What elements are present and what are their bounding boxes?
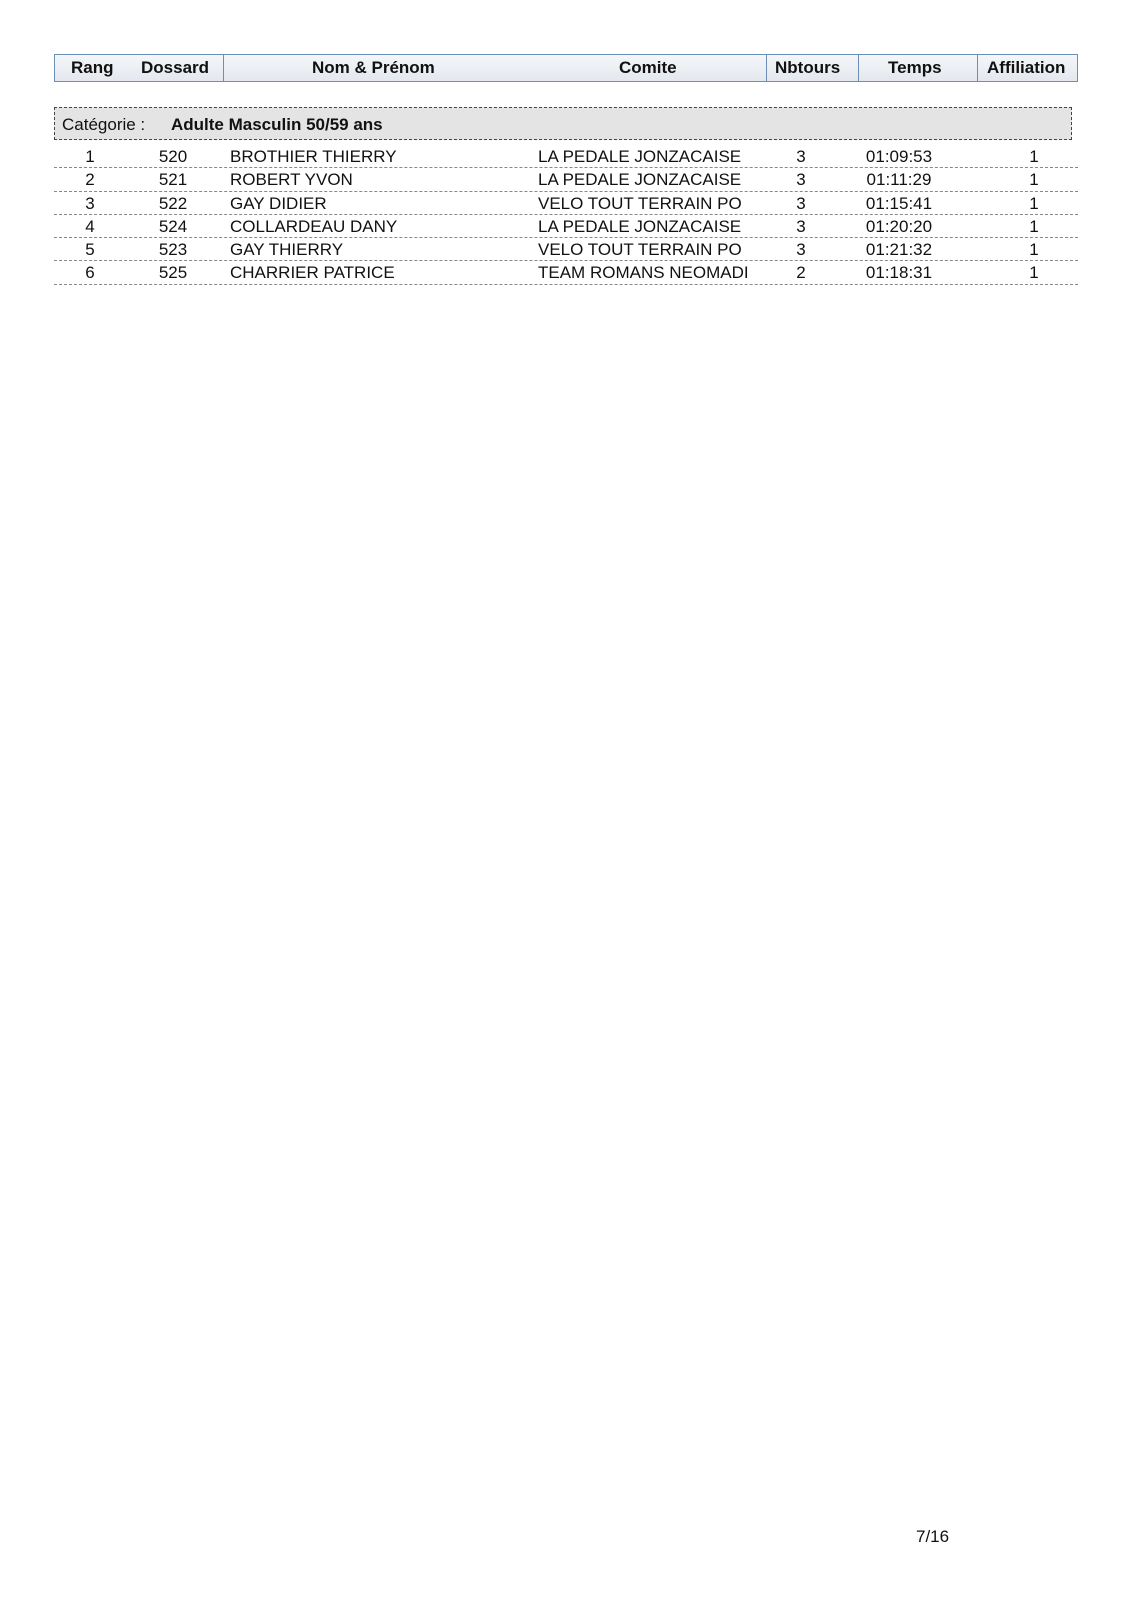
cell-affiliation: 1: [1029, 193, 1039, 213]
cell-nom: ROBERT YVON: [230, 170, 353, 190]
cell-nbtours: 2: [796, 263, 806, 283]
cell-dossard: 522: [158, 193, 188, 213]
cell-dossard: 524: [158, 216, 188, 236]
cell-dossard: 525: [158, 263, 188, 283]
cell-comite: LA PEDALE JONZACAISE: [538, 147, 742, 166]
cell-nbtours: 3: [796, 147, 806, 166]
column-divider: [977, 55, 978, 81]
cell-affiliation: 1: [1029, 263, 1039, 283]
page-number: 7/16: [916, 1527, 950, 1546]
column-divider: [766, 55, 767, 81]
cell-nbtours: 3: [796, 193, 806, 213]
column-header-nbtours: Nbtours: [775, 58, 841, 77]
cell-nom: GAY DIDIER: [230, 193, 327, 213]
table-row: [54, 168, 1078, 191]
cell-temps: 01:11:29: [866, 170, 932, 190]
cell-temps: 01:18:31: [865, 263, 933, 283]
table-header: [54, 54, 1078, 82]
cell-comite: VELO TOUT TERRAIN PO: [538, 240, 742, 260]
results-table: [54, 145, 1078, 285]
cell-rang: 5: [85, 240, 95, 260]
cell-temps: 01:21:32: [865, 240, 933, 260]
cell-affiliation: 1: [1029, 170, 1039, 190]
table-row: [54, 238, 1078, 261]
cell-temps: 01:09:53: [865, 147, 933, 166]
cell-rang: 4: [85, 216, 95, 236]
cell-comite: LA PEDALE JONZACAISE: [538, 216, 742, 236]
column-header-rang: Rang: [71, 58, 114, 77]
cell-nom: GAY THIERRY: [230, 240, 344, 260]
cell-temps: 01:15:41: [865, 193, 933, 213]
category-header: [54, 107, 1072, 140]
cell-comite: VELO TOUT TERRAIN PO: [538, 193, 742, 213]
cell-nom: CHARRIER PATRICE: [230, 263, 395, 283]
column-divider: [223, 55, 224, 81]
column-header-nom: Nom & Prénom: [312, 58, 435, 77]
column-header-affiliation: Affiliation: [987, 58, 1066, 77]
category-value: Adulte Masculin 50/59 ans: [171, 115, 383, 134]
cell-dossard: 523: [158, 240, 188, 260]
cell-dossard: 521: [158, 170, 188, 190]
category-label: Catégorie :: [62, 115, 146, 134]
cell-temps: 01:20:20: [865, 216, 933, 236]
cell-comite: TEAM ROMANS NEOMADI: [538, 263, 749, 283]
cell-comite: LA PEDALE JONZACAISE: [538, 170, 742, 190]
cell-rang: 3: [85, 193, 95, 213]
cell-nbtours: 3: [796, 170, 806, 190]
cell-dossard: 520: [158, 147, 188, 166]
cell-nom: BROTHIER THIERRY: [230, 147, 397, 166]
cell-nom: COLLARDEAU DANY: [230, 216, 398, 236]
cell-affiliation: 1: [1029, 216, 1039, 236]
column-header-dossard: Dossard: [141, 58, 210, 77]
cell-nbtours: 3: [796, 240, 806, 260]
column-header-temps: Temps: [888, 58, 942, 77]
column-header-comite: Comite: [619, 58, 677, 77]
table-row: [54, 215, 1078, 238]
cell-rang: 2: [85, 170, 95, 190]
table-row: [54, 192, 1078, 215]
table-row: [54, 261, 1078, 284]
cell-affiliation: 1: [1029, 147, 1039, 166]
table-row: [54, 145, 1078, 168]
cell-nbtours: 3: [796, 216, 806, 236]
column-divider: [858, 55, 859, 81]
cell-rang: 1: [85, 147, 95, 166]
cell-affiliation: 1: [1029, 240, 1039, 260]
cell-rang: 6: [85, 263, 95, 283]
